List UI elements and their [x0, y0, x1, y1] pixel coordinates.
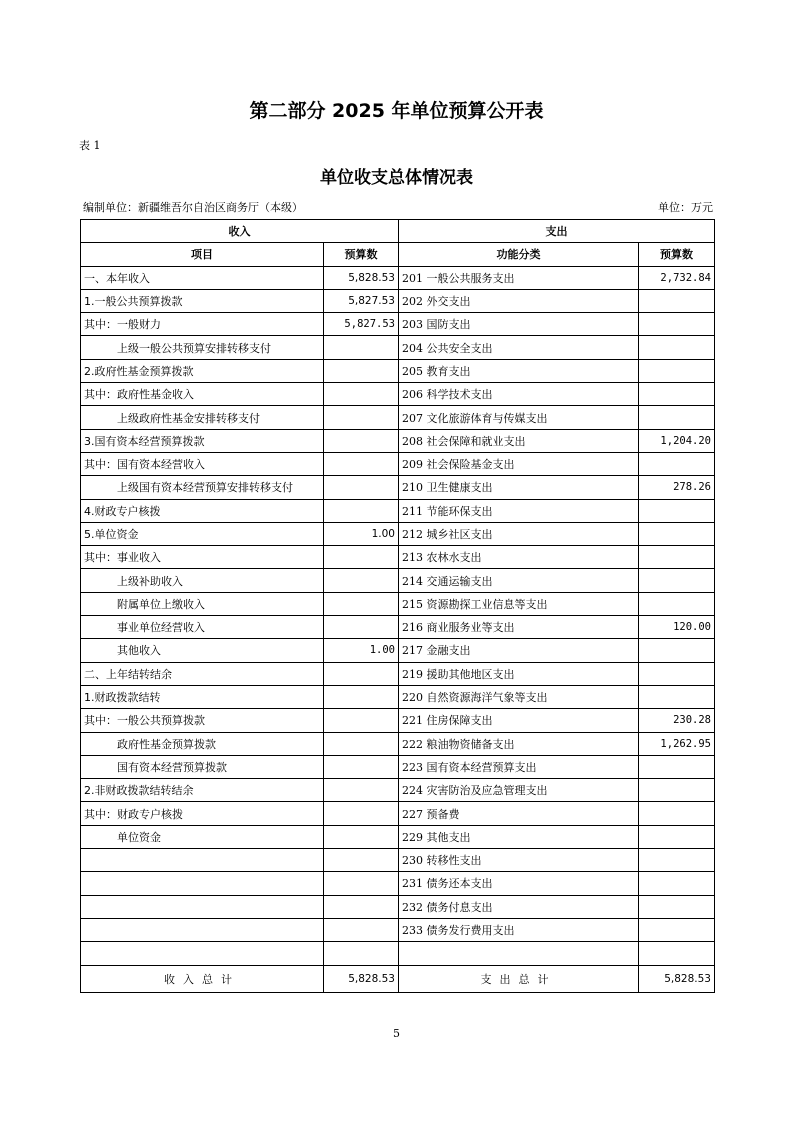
expense-value-cell — [639, 849, 715, 872]
expense-value-cell: 278.26 — [639, 476, 715, 499]
expense-header: 支出 — [399, 220, 715, 243]
table-row — [81, 825, 715, 848]
expense-value-cell — [639, 289, 715, 312]
page-number: 5 — [393, 1027, 400, 1040]
expense-value-cell: 230.28 — [639, 709, 715, 732]
expense-value-cell — [639, 895, 715, 918]
total-row — [81, 965, 715, 992]
expense-item-cell: 223 国有资本经营预算支出 — [399, 755, 639, 778]
income-item-cell: 一、本年收入 — [81, 266, 324, 289]
table-row — [81, 452, 715, 475]
expense-item-cell: 204 公共安全支出 — [399, 336, 639, 359]
income-value-cell — [324, 849, 399, 872]
expense-item-cell: 227 预备费 — [399, 802, 639, 825]
table-row — [81, 546, 715, 569]
income-header: 收入 — [81, 220, 399, 243]
table-row — [81, 639, 715, 662]
expense-value-cell — [639, 522, 715, 545]
expense-value-cell — [639, 639, 715, 662]
table-title: 单位收支总体情况表 — [320, 168, 473, 188]
expense-item-cell: 220 自然资源海洋气象等支出 — [399, 685, 639, 708]
expense-value-cell — [639, 569, 715, 592]
table-row — [81, 662, 715, 685]
income-item-cell — [81, 895, 324, 918]
income-item-cell: 二、上年结转结余 — [81, 662, 324, 685]
income-item-cell: 其中：事业收入 — [81, 546, 324, 569]
expense-value-cell — [639, 779, 715, 802]
expense-total-value: 5,828.53 — [639, 965, 715, 992]
expense-item-cell: 222 粮油物资储备支出 — [399, 732, 639, 755]
expense-item-cell: 214 交通运输支出 — [399, 569, 639, 592]
income-value-cell: 5,827.53 — [324, 289, 399, 312]
table-number: 表 1 — [79, 139, 101, 152]
expense-value-cell — [639, 313, 715, 336]
budget-header: 预算数 — [324, 243, 399, 266]
income-item-cell: 其中：财政专户核拨 — [81, 802, 324, 825]
income-item-cell: 上级一般公共预算安排转移支付 — [81, 336, 324, 359]
expense-item-cell: 203 国防支出 — [399, 313, 639, 336]
income-value-cell — [324, 546, 399, 569]
expense-value-cell: 1,262.95 — [639, 732, 715, 755]
expense-item-cell: 232 债务付息支出 — [399, 895, 639, 918]
income-item-cell: 上级政府性基金安排转移支付 — [81, 406, 324, 429]
income-value-cell — [324, 685, 399, 708]
income-value-cell — [324, 895, 399, 918]
table-row — [81, 336, 715, 359]
income-item-cell: 4.财政专户核拨 — [81, 499, 324, 522]
income-value-cell — [324, 825, 399, 848]
income-item-cell: 其中：一般公共预算拨款 — [81, 709, 324, 732]
expense-item-cell: 206 科学技术支出 — [399, 383, 639, 406]
income-value-cell — [324, 755, 399, 778]
table-row — [81, 849, 715, 872]
income-value-cell: 1.00 — [324, 639, 399, 662]
income-total-value: 5,828.53 — [324, 965, 399, 992]
budget-header-expense: 预算数 — [639, 243, 715, 266]
table-row — [81, 569, 715, 592]
table-row — [81, 895, 715, 918]
income-item-cell: 其中：一般财力 — [81, 313, 324, 336]
expense-value-cell: 1,204.20 — [639, 429, 715, 452]
expense-item-cell: 207 文化旅游体育与传媒支出 — [399, 406, 639, 429]
expense-item-cell: 216 商业服务业等支出 — [399, 616, 639, 639]
expense-item-cell: 224 灾害防治及应急管理支出 — [399, 779, 639, 802]
expense-value-cell — [639, 546, 715, 569]
table-row — [81, 779, 715, 802]
table-row — [81, 918, 715, 941]
income-item-cell — [81, 849, 324, 872]
income-item-cell: 事业单位经营收入 — [81, 616, 324, 639]
expense-value-cell: 2,732.84 — [639, 266, 715, 289]
income-item-cell: 其他收入 — [81, 639, 324, 662]
income-item-cell: 3.国有资本经营预算拨款 — [81, 429, 324, 452]
income-value-cell — [324, 383, 399, 406]
expense-value-cell: 120.00 — [639, 616, 715, 639]
expense-item-cell: 210 卫生健康支出 — [399, 476, 639, 499]
table-row — [81, 359, 715, 382]
table-row — [81, 383, 715, 406]
expense-value-cell — [639, 685, 715, 708]
income-item-cell: 单位资金 — [81, 825, 324, 848]
expense-item-cell: 212 城乡社区支出 — [399, 522, 639, 545]
income-value-cell — [324, 709, 399, 732]
income-value-cell — [324, 732, 399, 755]
table-row — [81, 499, 715, 522]
income-value-cell: 1.00 — [324, 522, 399, 545]
expense-item-cell: 211 节能环保支出 — [399, 499, 639, 522]
table-row — [81, 429, 715, 452]
income-item-cell: 5.单位资金 — [81, 522, 324, 545]
expense-item-cell: 230 转移性支出 — [399, 849, 639, 872]
income-value-cell: 5,827.53 — [324, 313, 399, 336]
expense-item-cell: 219 援助其他地区支出 — [399, 662, 639, 685]
expense-item-cell: 209 社会保险基金支出 — [399, 452, 639, 475]
table-row — [81, 942, 715, 965]
expense-value-cell — [639, 802, 715, 825]
expense-item-cell — [399, 942, 639, 965]
expense-value-cell — [639, 499, 715, 522]
table-row — [81, 313, 715, 336]
expense-value-cell — [639, 825, 715, 848]
table-row — [81, 755, 715, 778]
expense-item-cell: 221 住房保障支出 — [399, 709, 639, 732]
income-value-cell — [324, 499, 399, 522]
expense-value-cell — [639, 336, 715, 359]
income-value-cell — [324, 918, 399, 941]
table-row — [81, 732, 715, 755]
income-item-cell: 2.非财政拨款结转结余 — [81, 779, 324, 802]
expense-item-cell: 233 债务发行费用支出 — [399, 918, 639, 941]
income-item-cell — [81, 942, 324, 965]
table-meta — [83, 199, 713, 215]
table-row — [81, 266, 715, 289]
income-value-cell — [324, 429, 399, 452]
income-item-cell: 国有资本经营预算拨款 — [81, 755, 324, 778]
expense-item-cell: 205 教育支出 — [399, 359, 639, 382]
income-value-cell — [324, 872, 399, 895]
income-item-cell — [81, 872, 324, 895]
income-item-cell: 上级补助收入 — [81, 569, 324, 592]
income-value-cell — [324, 662, 399, 685]
income-value-cell — [324, 359, 399, 382]
expense-value-cell — [639, 942, 715, 965]
expense-value-cell — [639, 662, 715, 685]
income-value-cell — [324, 452, 399, 475]
function-header: 功能分类 — [399, 243, 639, 266]
expense-value-cell — [639, 592, 715, 615]
income-item-cell: 附属单位上缴收入 — [81, 592, 324, 615]
income-value-cell — [324, 569, 399, 592]
expense-total-label: 支出总计 — [399, 965, 639, 992]
income-value-cell — [324, 779, 399, 802]
table-row — [81, 802, 715, 825]
expense-item-cell: 202 外交支出 — [399, 289, 639, 312]
expense-item-cell: 208 社会保障和就业支出 — [399, 429, 639, 452]
expense-item-cell: 213 农林水支出 — [399, 546, 639, 569]
expense-item-cell: 217 金融支出 — [399, 639, 639, 662]
expense-value-cell — [639, 406, 715, 429]
income-item-cell: 政府性基金预算拨款 — [81, 732, 324, 755]
expense-value-cell — [639, 452, 715, 475]
table-row — [81, 522, 715, 545]
table-row — [81, 289, 715, 312]
item-header: 项目 — [81, 243, 324, 266]
income-item-cell: 其中：国有资本经营收入 — [81, 452, 324, 475]
expense-value-cell — [639, 359, 715, 382]
table-row — [81, 406, 715, 429]
income-value-cell — [324, 406, 399, 429]
expense-value-cell — [639, 755, 715, 778]
expense-value-cell — [639, 872, 715, 895]
expense-item-cell: 231 债务还本支出 — [399, 872, 639, 895]
expense-value-cell — [639, 383, 715, 406]
table-row — [81, 592, 715, 615]
income-total-label: 收入总计 — [81, 965, 324, 992]
budget-table — [80, 219, 715, 993]
unit-label: 单位：万元 — [658, 201, 713, 214]
expense-item-cell: 215 资源勘探工业信息等支出 — [399, 592, 639, 615]
expense-item-cell: 229 其他支出 — [399, 825, 639, 848]
income-value-cell — [324, 942, 399, 965]
income-item-cell: 上级国有资本经营预算安排转移支付 — [81, 476, 324, 499]
income-item-cell: 1.财政拨款结转 — [81, 685, 324, 708]
table-row — [81, 476, 715, 499]
income-value-cell: 5,828.53 — [324, 266, 399, 289]
org-label: 编制单位：新疆维吾尔自治区商务厅（本级） — [83, 201, 303, 214]
table-body — [81, 266, 715, 965]
income-value-cell — [324, 802, 399, 825]
doc-title: 第二部分 2025 年单位预算公开表 — [249, 100, 544, 122]
table-row — [81, 709, 715, 732]
table-row — [81, 872, 715, 895]
table-row — [81, 685, 715, 708]
table-row — [81, 616, 715, 639]
income-value-cell — [324, 616, 399, 639]
income-item-cell: 1.一般公共预算拨款 — [81, 289, 324, 312]
income-item-cell: 2.政府性基金预算拨款 — [81, 359, 324, 382]
income-item-cell — [81, 918, 324, 941]
income-value-cell — [324, 476, 399, 499]
income-value-cell — [324, 336, 399, 359]
income-item-cell: 其中：政府性基金收入 — [81, 383, 324, 406]
expense-value-cell — [639, 918, 715, 941]
income-value-cell — [324, 592, 399, 615]
expense-item-cell: 201 一般公共服务支出 — [399, 266, 639, 289]
